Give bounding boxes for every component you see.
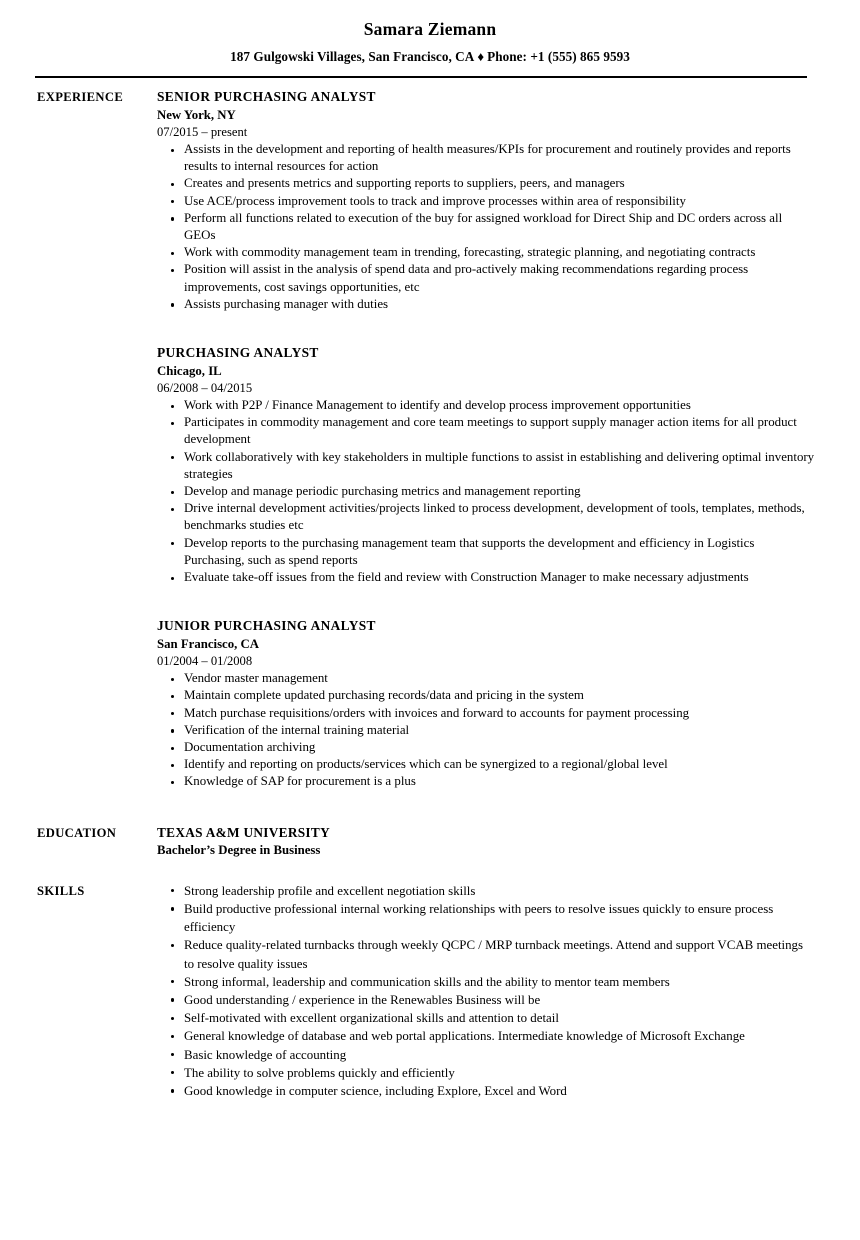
job-location: New York, NY [157, 108, 236, 122]
job-bullet: Match purchase requisitions/orders with invoices and forward to accounts for payment processing [157, 705, 815, 722]
job-bullet-list [157, 141, 815, 313]
contact-line [0, 47, 860, 67]
section-skills [0, 881, 860, 1100]
job-bullet: Evaluate take-off issues from the field and review with Construction Manager to make necessary adjustments [157, 569, 815, 586]
job-bullet: Perform all functions related to execution of the buy for assigned workload for Direct Ship and DC orders across all GEOs [157, 210, 815, 244]
skill-bullet: Self-motivated with excellent organizational skills and attention to detail [157, 1009, 805, 1027]
skill-bullet: General knowledge of database and web portal applications. Intermediate knowledge of Microsoft Exchange [157, 1027, 805, 1045]
job-title: PURCHASING ANALYST [157, 345, 319, 361]
candidate-address: 187 Gulgowski Villages, San Francisco, CA [230, 49, 475, 64]
diamond-separator-icon: ♦ [477, 49, 485, 64]
section-label-skills: SKILLS [37, 883, 85, 898]
job-bullet: Verification of the internal training material [157, 722, 815, 739]
experience-entries [157, 87, 860, 791]
section-label-experience: EXPERIENCE [37, 90, 124, 104]
skill-bullet: Build productive professional internal working relationships with peers to resolve issues quickly to ensure process efficiency [157, 900, 805, 936]
job-bullet-list [157, 397, 815, 586]
skill-bullet: Strong leadership profile and excellent negotiation skills [157, 882, 805, 900]
resume-body [0, 67, 860, 1100]
job-entry [157, 343, 815, 586]
job-title: SENIOR PURCHASING ANALYST [157, 89, 376, 104]
job-bullet: Knowledge of SAP for procurement is a plus [157, 773, 815, 790]
job-bullet: Work with P2P / Finance Management to identify and develop process improvement opportunities [157, 397, 815, 414]
candidate-name: Samara Ziemann [363, 19, 497, 39]
job-bullet: Identify and reporting on products/services which can be synergized to a regional/global level [157, 756, 815, 773]
education-entries [157, 823, 860, 859]
skill-bullet: Strong informal, leadership and communication skills and the ability to mentor team members [157, 973, 805, 991]
job-bullet: Assists in the development and reporting of health measures/KPIs for procurement and routinely provides and reports results to internal resources for action [157, 141, 815, 175]
job-bullet: Documentation archiving [157, 739, 815, 756]
job-dates: 01/2004 – 01/2008 [157, 654, 253, 669]
skill-bullet: Basic knowledge of accounting [157, 1046, 805, 1064]
job-bullet: Develop reports to the purchasing management team that supports the development and efficiency in Logistics Purchasing, such as spend reports [157, 535, 815, 569]
education-degree: Bachelor’s Degree in Business [157, 842, 321, 857]
job-bullet: Creates and presents metrics and supporting reports to suppliers, peers, and managers [157, 175, 815, 192]
job-entry [157, 87, 815, 313]
job-dates: 06/2008 – 04/2015 [157, 381, 253, 396]
job-bullet: Work collaboratively with key stakeholders in multiple functions to assist in establishing and delivering optimal inventory strategies [157, 449, 815, 483]
skill-bullet: Good knowledge in computer science, including Explore, Excel and Word [157, 1082, 805, 1100]
section-education [0, 823, 860, 859]
job-bullet: Use ACE/process improvement tools to track and improve processes within area of responsibility [157, 193, 815, 210]
job-bullet: Drive internal development activities/projects linked to process development, development of tools, templates, methods, benchmarks studies etc [157, 500, 815, 534]
skills-entries [157, 881, 860, 1100]
job-bullet: Assists purchasing manager with duties [157, 296, 815, 313]
job-entry [157, 616, 815, 790]
job-bullet: Vendor master management [157, 670, 815, 687]
skill-bullet: Reduce quality-related turnbacks through weekly QCPC / MRP turnback meetings. Attend and support VCAB meetings to resolve quality issues [157, 936, 805, 972]
education-school: TEXAS A&M UNIVERSITY [157, 824, 330, 840]
job-bullet: Develop and manage periodic purchasing metrics and management reporting [157, 483, 815, 500]
job-bullet: Position will assist in the analysis of spend data and pro-actively making recommendations regarding process improvements, cost savings opportunities, etc [157, 261, 815, 295]
job-dates: 07/2015 – present [157, 125, 248, 139]
job-bullet: Participates in commodity management and core team meetings to support supply manager action items for all product development [157, 414, 815, 448]
job-title: JUNIOR PURCHASING ANALYST [157, 618, 376, 634]
job-bullet: Work with commodity management team in trending, forecasting, strategic planning, and negotiating contracts [157, 244, 815, 261]
job-bullet: Maintain complete updated purchasing records/data and pricing in the system [157, 687, 815, 704]
job-bullet-list [157, 670, 815, 790]
skill-bullet: Good understanding / experience in the Renewables Business will be [157, 991, 805, 1009]
skill-bullet: The ability to solve problems quickly and efficiently [157, 1064, 805, 1082]
section-label-education: EDUCATION [37, 825, 117, 840]
candidate-phone: Phone: +1 (555) 865 9593 [487, 49, 630, 64]
job-location: Chicago, IL [157, 364, 222, 379]
section-experience [0, 87, 860, 791]
resume-header [0, 0, 860, 67]
job-location: San Francisco, CA [157, 637, 260, 652]
skills-bullet-list [157, 882, 805, 1100]
